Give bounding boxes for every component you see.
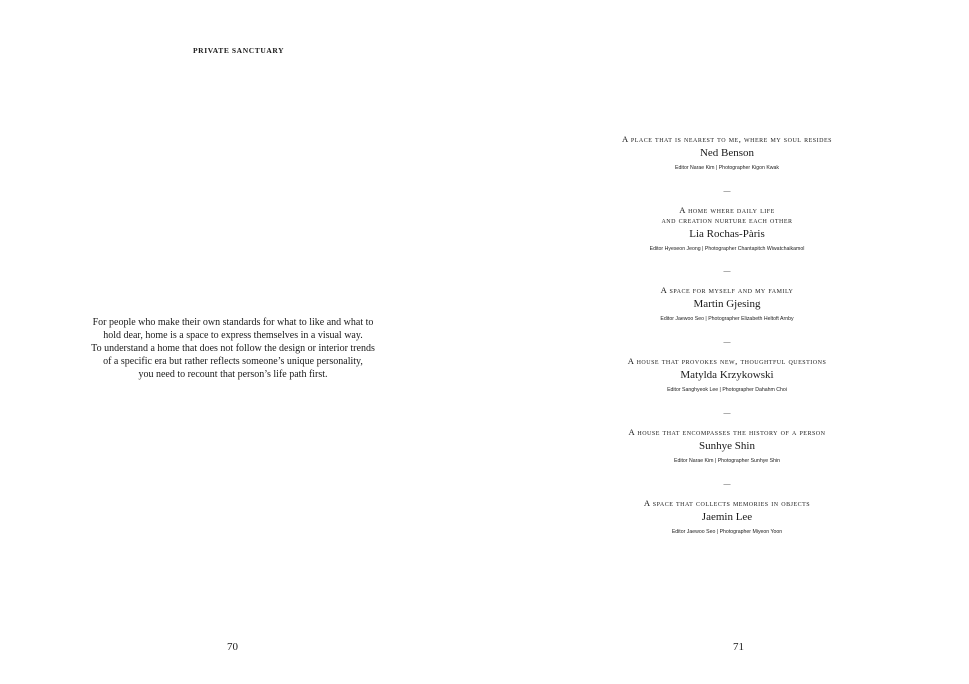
page-number-left: 70 bbox=[227, 641, 238, 653]
entry-credits: Editor Hyeseon Jeong | Photographer Chantapitch Wiwatchaikamol bbox=[649, 246, 805, 252]
entry-title: A house that encompasses the history of a person bbox=[628, 427, 826, 437]
intro-line: of a specific era but rather reflects someone’s unique personality, bbox=[103, 356, 363, 367]
entry-person-name: Martin Gjesing bbox=[693, 298, 761, 310]
entry-person-name: Jaemin Lee bbox=[701, 511, 753, 523]
intro-line: To understand a home that does not follow the design or interior trends bbox=[91, 343, 375, 354]
entry-credits: Editor Narae Kim | Photographer Sunhye Shin bbox=[673, 458, 781, 464]
entry-separator: — bbox=[723, 187, 731, 195]
entry-title: A home where daily life bbox=[679, 205, 775, 215]
entry-person-name: Sunhye Shin bbox=[699, 440, 755, 452]
entry-title: A house that provokes new, thoughtful questions bbox=[627, 356, 827, 366]
entry-person-name: Ned Benson bbox=[699, 147, 755, 159]
entry-credits: Editor Sanghyeok Lee | Photographer Dahahm Choi bbox=[667, 387, 787, 393]
entry-credits: Editor Narae Kim | Photographer Kigon Kwak bbox=[675, 165, 779, 171]
contents-entry bbox=[485, 205, 969, 285]
entry-person-name: Matylda Krzykowski bbox=[680, 369, 774, 381]
entry-credits: Editor Jaewoo Seo | Photographer Miyeon Yoon bbox=[671, 529, 783, 535]
entry-person-name: Lia Rochas-Pàris bbox=[689, 228, 765, 240]
entry-title: A space for myself and my family bbox=[660, 285, 794, 295]
right-page bbox=[485, 0, 969, 684]
left-page bbox=[0, 0, 484, 684]
entry-separator: — bbox=[723, 480, 731, 488]
page-number-right: 71 bbox=[733, 641, 744, 653]
intro-line: hold dear, home is a space to express themselves in a visual way. bbox=[103, 330, 363, 341]
entry-separator: — bbox=[723, 338, 731, 346]
intro-line: For people who make their own standards for what to like and what to bbox=[92, 317, 374, 328]
contents-list bbox=[485, 134, 969, 558]
running-head: PRIVATE SANCTUARY bbox=[193, 46, 285, 55]
contents-entry bbox=[485, 427, 969, 498]
entry-credits: Editor Jaewoo Seo | Photographer Elizabeth Heltoft Arnby bbox=[660, 316, 794, 322]
intro-line: you need to recount that person’s life path first. bbox=[138, 369, 328, 380]
entry-title: A space that collects memories in objects bbox=[643, 498, 811, 508]
contents-entry bbox=[485, 356, 969, 427]
entry-title: A place that is nearest to me, where my soul resides bbox=[622, 134, 832, 144]
entry-separator: — bbox=[723, 409, 731, 417]
intro-paragraph bbox=[78, 316, 388, 381]
contents-entry bbox=[485, 285, 969, 356]
contents-entry bbox=[485, 498, 969, 558]
contents-entry bbox=[485, 134, 969, 205]
entry-separator: — bbox=[723, 267, 731, 275]
entry-title: and creation nurture each other bbox=[661, 215, 793, 225]
